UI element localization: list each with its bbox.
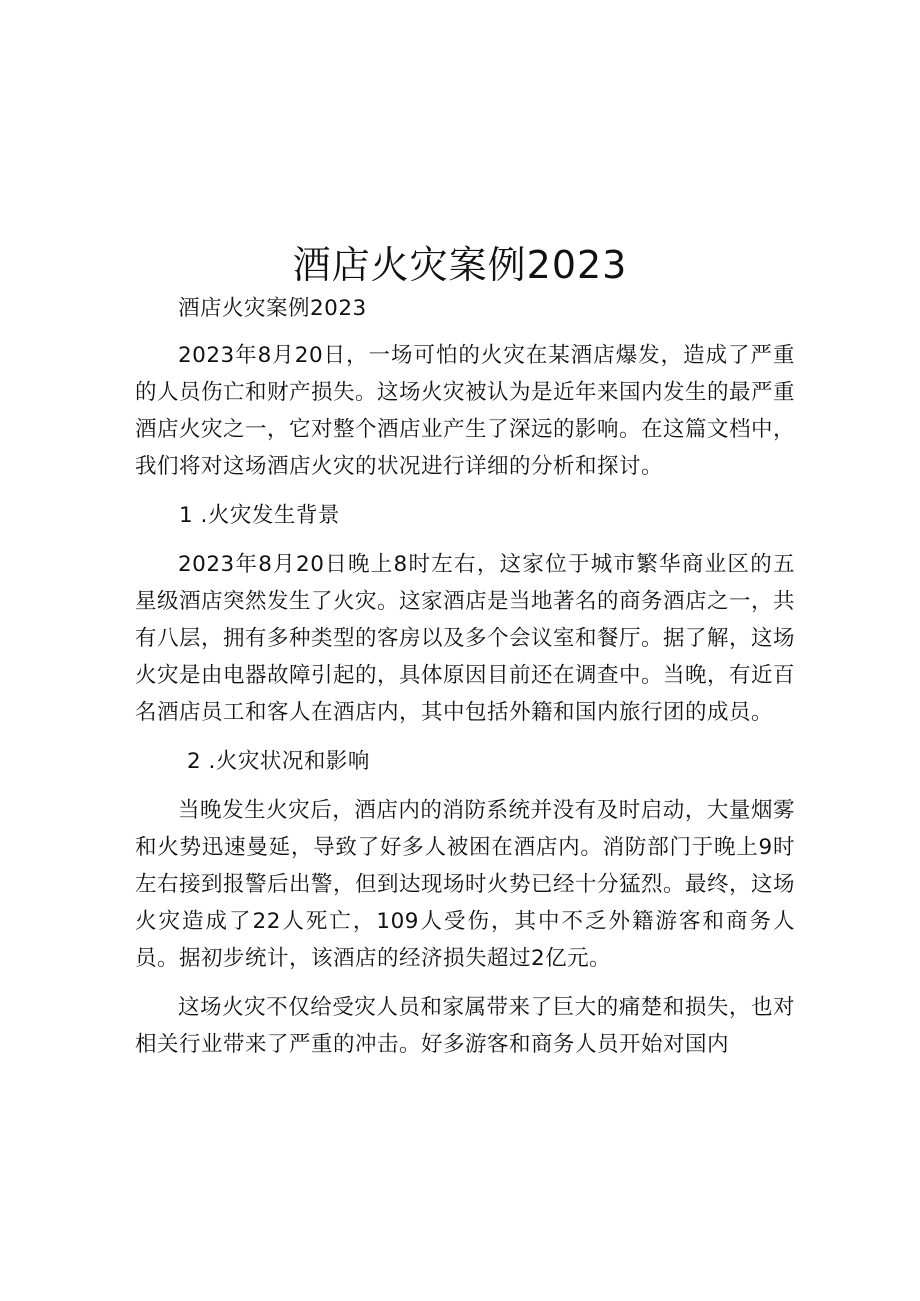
section-heading-background: 1 .火灾发生背景	[179, 503, 340, 528]
background-paragraph: 2023年8月20日晚上8时左右，这家位于城市繁华商业区的五星级酒店突然发生了火灾。这家酒店是当地著名的商务酒店之一，共有八层，拥有多种类型的客房以及多个会议室和餐厅。据了解，这场火灾是由电器故障引起的，具体原因目前还在调查中。当晚，有近百名酒店员工和客人在酒店内，其中包括外籍和国内旅行团的成员。	[135, 552, 796, 725]
situation-paragraph: 当晚发生火灾后，酒店内的消防系统并没有及时启动，大量烟雾和火势迅速曼延，导致了好多人被困在酒店内。消防部门于晚上9时左右接到报警后出警，但到达现场时火势已经十分猛烈。最终，这场火灾造成了22人死亡，109人受伤，其中不乏外籍游客和商务人员。据初步统计，该酒店的经济损失超过2亿元。	[135, 798, 796, 971]
intro-paragraph: 2023年8月20日，一场可怕的火灾在某酒店爆发，造成了严重的人员伤亡和财产损失。这场火灾被认为是近年来国内发生的最严重酒店火灾之一，它对整个酒店业产生了深远的影响。在这篇文档中，我们将对这场酒店火灾的状况进行详细的分析和探讨。	[135, 343, 796, 479]
document-subtitle: 酒店火灾案例2023	[178, 296, 367, 321]
document-body	[135, 290, 795, 1075]
document-title: 酒店火灾案例2023	[292, 243, 628, 288]
section-heading-situation: 2 .火灾状况和影响	[187, 749, 370, 774]
impact-paragraph: 这场火灾不仅给受灾人员和家属带来了巨大的痛楚和损失，也对相关行业带来了严重的冲击。好多游客和商务人员开始对国内	[135, 995, 795, 1057]
